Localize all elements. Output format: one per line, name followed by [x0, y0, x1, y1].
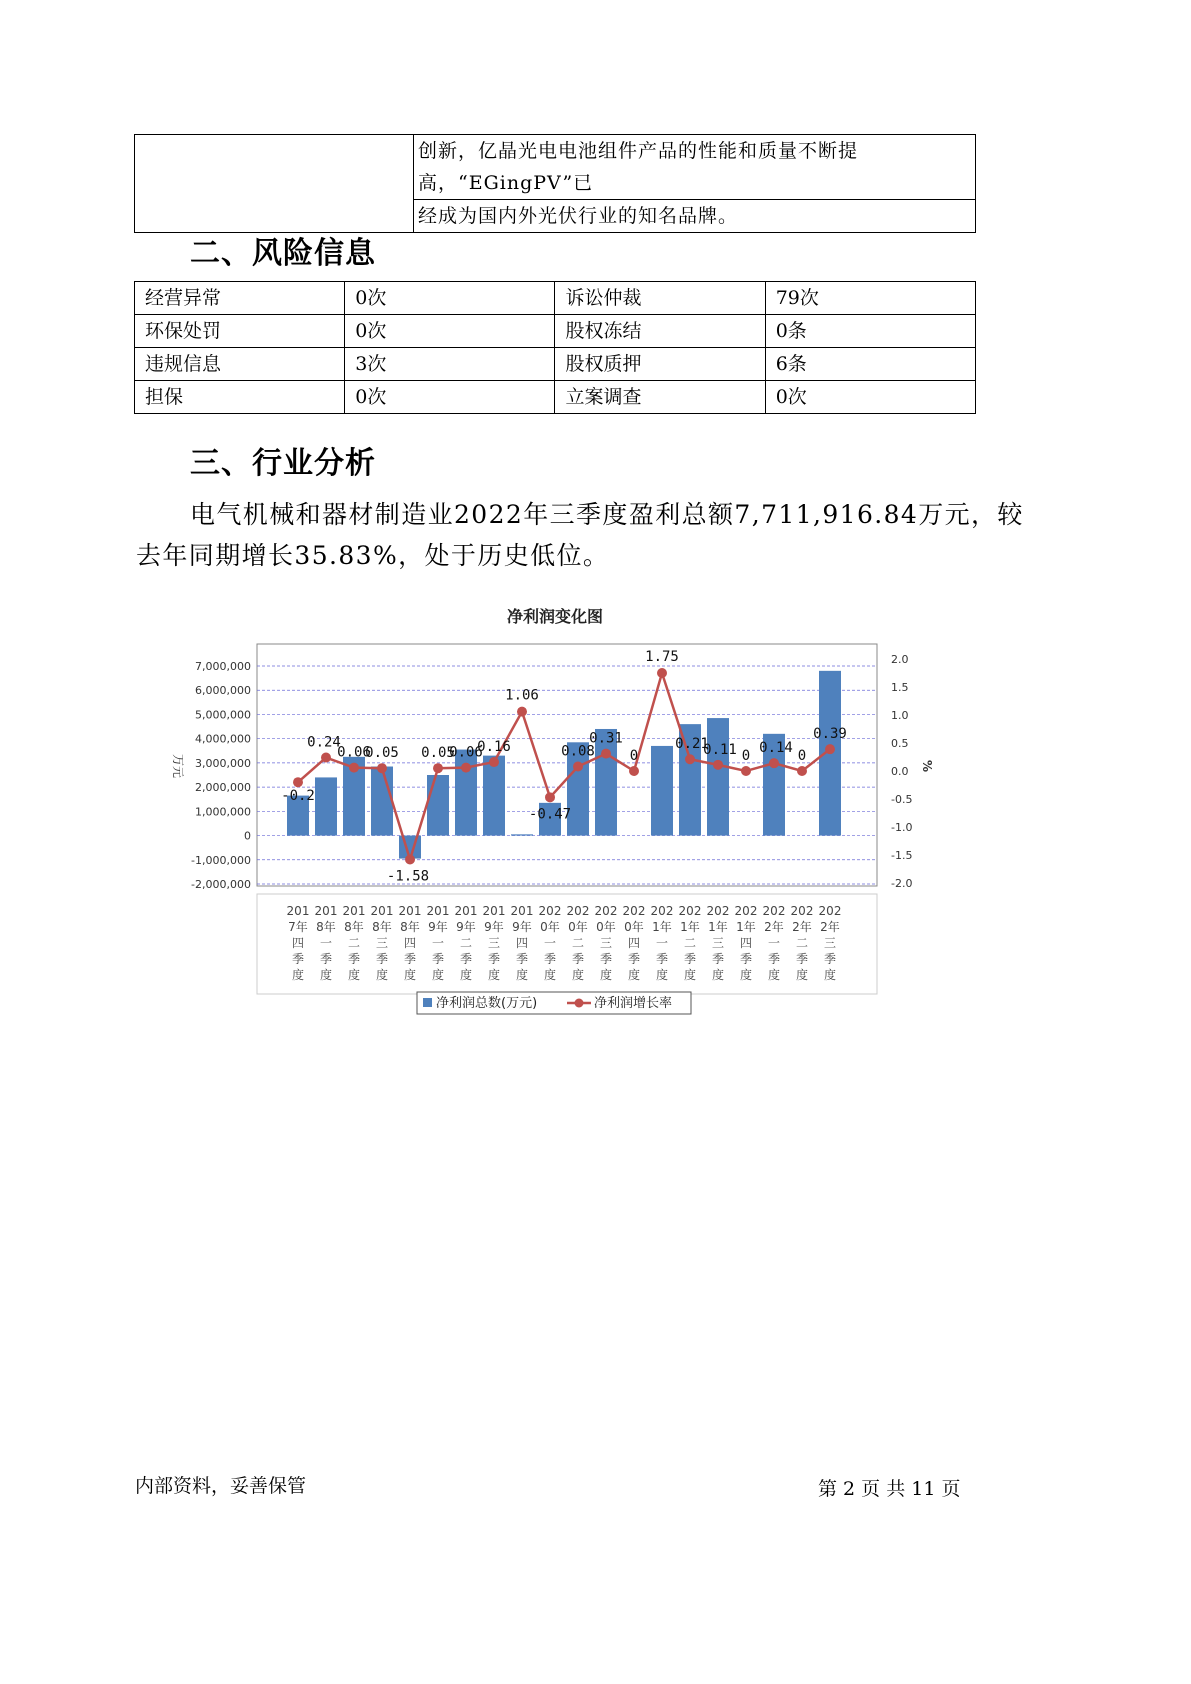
x-tick-label: 度	[711, 968, 725, 982]
growth-point	[685, 754, 695, 764]
x-tick-label: 二	[347, 936, 361, 950]
x-tick-label: 8年	[316, 920, 336, 934]
risk-value: 3次	[345, 348, 555, 381]
growth-point	[713, 760, 723, 770]
growth-point	[377, 763, 387, 773]
x-tick-label: 度	[767, 968, 781, 982]
x-tick-label: 201	[454, 904, 478, 918]
x-tick-label: 度	[823, 968, 837, 982]
x-tick-label: 季	[739, 952, 753, 966]
growth-data-label: 0.39	[813, 726, 847, 743]
y-tick-label: 1,000,000	[195, 805, 251, 819]
growth-point	[741, 766, 751, 776]
growth-data-label: 0.11	[703, 741, 737, 758]
growth-point	[769, 758, 779, 768]
x-tick-label: 度	[655, 968, 669, 982]
risk-value: 0次	[765, 381, 975, 414]
x-tick-label: 度	[515, 968, 529, 982]
growth-data-label: -0.47	[528, 806, 572, 823]
growth-data-label: 1.75	[645, 649, 679, 665]
x-tick-label: 9年	[428, 920, 448, 934]
x-tick-label: 201	[370, 904, 394, 918]
x-tick-label: 201	[314, 904, 338, 918]
risk-label: 担保	[135, 381, 345, 414]
x-tick-label: 三	[711, 936, 725, 950]
x-tick-label: 度	[403, 968, 417, 982]
x-tick-label: 202	[650, 904, 674, 918]
bar	[651, 746, 673, 836]
bar	[427, 775, 449, 836]
y2-tick-label: 0.0	[891, 765, 909, 778]
chart-title: 净利润变化图	[506, 607, 604, 626]
x-tick-label: 202	[762, 904, 786, 918]
x-tick-label: 7年	[288, 920, 308, 934]
growth-data-label: 0.24	[307, 734, 341, 751]
y-tick-label: 6,000,000	[195, 684, 251, 698]
x-tick-label: 四	[627, 936, 641, 950]
growth-data-label: 0	[741, 748, 751, 764]
growth-point	[797, 766, 807, 776]
x-tick-label: 0年	[596, 920, 616, 934]
risk-value: 6条	[765, 348, 975, 381]
growth-point	[517, 707, 527, 717]
x-tick-label: 季	[599, 952, 613, 966]
growth-data-label: 0.05	[421, 745, 455, 762]
bar	[707, 718, 729, 835]
x-tick-label: 度	[543, 968, 557, 982]
y2-tick-label: -1.5	[891, 849, 913, 862]
risk-label: 违规信息	[135, 348, 345, 381]
growth-point	[349, 763, 359, 773]
x-tick-label: 季	[823, 952, 837, 966]
x-tick-label: 2年	[792, 920, 812, 934]
x-tick-label: 季	[767, 952, 781, 966]
growth-data-label: 0.06	[337, 744, 371, 761]
x-tick-label: 9年	[456, 920, 476, 934]
risk-label: 立案调查	[555, 381, 765, 414]
risk-table	[134, 281, 976, 414]
x-tick-label: 1年	[708, 920, 728, 934]
y-tick-label: -2,000,000	[191, 878, 251, 891]
growth-point	[545, 792, 555, 802]
x-tick-label: 1年	[680, 920, 700, 934]
industry-heading: 三、行业分析	[190, 446, 376, 481]
y-tick-label: 5,000,000	[195, 708, 251, 722]
x-tick-label: 9年	[512, 920, 532, 934]
y-tick-label: 0	[244, 829, 251, 843]
y2-tick-label: -0.5	[891, 793, 913, 806]
risk-value: 0次	[345, 381, 555, 414]
x-tick-label: 度	[375, 968, 389, 982]
x-tick-label: 202	[538, 904, 562, 918]
x-tick-label: 1年	[736, 920, 756, 934]
intro-text-line1: 创新，亿晶光电电池组件产品的性能和质量不断提高，“EGingPV”已	[414, 135, 976, 200]
x-tick-label: 201	[286, 904, 310, 918]
x-tick-label: 季	[403, 952, 417, 966]
x-tick-label: 度	[599, 968, 613, 982]
x-tick-label: 8年	[344, 920, 364, 934]
x-tick-label: 季	[347, 952, 361, 966]
x-tick-label: 202	[706, 904, 730, 918]
x-tick-label: 0年	[568, 920, 588, 934]
x-tick-label: 度	[627, 968, 641, 982]
x-tick-label: 二	[795, 936, 809, 950]
growth-data-label: 0.21	[675, 736, 709, 753]
y2-axis-title: %	[920, 759, 934, 773]
bar	[455, 750, 477, 836]
x-tick-label: 201	[482, 904, 506, 918]
x-tick-label: 季	[459, 952, 473, 966]
x-tick-label: 8年	[372, 920, 392, 934]
growth-point	[657, 668, 667, 678]
industry-paragraph-line1: 电气机械和器材制造业2022年三季度盈利总额7,711,916.84万元，较	[190, 500, 1024, 529]
x-tick-label: 季	[711, 952, 725, 966]
growth-data-label: 0.16	[477, 739, 511, 756]
x-tick-label: 四	[515, 936, 529, 950]
growth-data-label: 0	[629, 748, 639, 764]
x-tick-label: 季	[319, 952, 333, 966]
x-tick-label: 季	[795, 952, 809, 966]
x-tick-label: 二	[683, 936, 697, 950]
risk-value: 79次	[765, 282, 975, 315]
y2-tick-label: -2.0	[891, 877, 913, 890]
x-tick-label: 201	[398, 904, 422, 918]
x-tick-label: 一	[767, 936, 781, 950]
x-tick-label: 2年	[820, 920, 840, 934]
risk-row	[135, 282, 976, 315]
footer-left: 内部资料，妥善保管	[135, 1475, 307, 1497]
x-tick-label: 9年	[484, 920, 504, 934]
x-tick-label: 季	[431, 952, 445, 966]
x-tick-label: 季	[515, 952, 529, 966]
growth-data-label: -0.2	[281, 788, 315, 805]
x-tick-label: 二	[459, 936, 473, 950]
growth-point	[433, 763, 443, 773]
x-tick-label: 度	[431, 968, 445, 982]
intro-text-line2: 经成为国内外光伏行业的知名品牌。	[414, 200, 976, 233]
x-tick-label: 三	[599, 936, 613, 950]
risk-label: 股权冻结	[555, 315, 765, 348]
bar	[483, 756, 505, 836]
growth-data-label: 0.05	[365, 745, 399, 762]
x-tick-label: 8年	[400, 920, 420, 934]
risk-row	[135, 348, 976, 381]
x-tick-label: 四	[291, 936, 305, 950]
risk-value: 0次	[345, 282, 555, 315]
y-axis-title: 万元	[171, 753, 185, 779]
footer-right: 第 2 页 共 11 页	[818, 1478, 961, 1500]
x-tick-label: 三	[823, 936, 837, 950]
x-tick-label: 一	[319, 936, 333, 950]
risk-row	[135, 381, 976, 414]
x-tick-label: 季	[627, 952, 641, 966]
growth-data-label: -1.58	[386, 868, 430, 885]
y2-tick-label: 1.5	[891, 681, 909, 694]
x-tick-label: 季	[543, 952, 557, 966]
x-tick-label: 度	[683, 968, 697, 982]
growth-point	[405, 854, 415, 864]
x-tick-label: 0年	[540, 920, 560, 934]
net-profit-chart	[150, 600, 950, 1030]
x-tick-label: 度	[795, 968, 809, 982]
y-tick-label: 3,000,000	[195, 756, 251, 770]
legend-line-label: 净利润增长率	[594, 996, 673, 1011]
x-tick-label: 度	[739, 968, 753, 982]
growth-data-label: 1.06	[505, 687, 539, 704]
growth-point	[293, 777, 303, 787]
x-tick-label: 度	[347, 968, 361, 982]
bar	[371, 767, 393, 836]
x-tick-label: 202	[818, 904, 842, 918]
x-tick-label: 202	[566, 904, 590, 918]
y-tick-label: 7,000,000	[195, 660, 251, 673]
x-tick-label: 季	[655, 952, 669, 966]
y2-tick-label: 0.5	[891, 737, 909, 750]
intro-left-cell	[135, 135, 414, 233]
growth-data-label: 0.31	[589, 730, 623, 747]
x-tick-label: 度	[571, 968, 585, 982]
x-tick-label: 0年	[624, 920, 644, 934]
x-tick-label: 1年	[652, 920, 672, 934]
x-tick-label: 二	[571, 936, 585, 950]
growth-point	[461, 763, 471, 773]
x-tick-label: 201	[342, 904, 366, 918]
growth-point	[825, 744, 835, 754]
bar	[315, 777, 337, 835]
growth-point	[573, 762, 583, 772]
x-tick-label: 季	[291, 952, 305, 966]
growth-point	[321, 753, 331, 763]
risk-value: 0条	[765, 315, 975, 348]
growth-point	[489, 757, 499, 767]
x-tick-label: 四	[739, 936, 753, 950]
x-tick-label: 201	[426, 904, 450, 918]
risk-label: 环保处罚	[135, 315, 345, 348]
legend-bar-swatch	[423, 998, 432, 1007]
intro-table	[134, 134, 976, 233]
x-tick-label: 度	[487, 968, 501, 982]
x-tick-label: 三	[487, 936, 501, 950]
bar	[511, 834, 533, 835]
risk-label: 股权质押	[555, 348, 765, 381]
x-tick-label: 202	[594, 904, 618, 918]
risk-label: 经营异常	[135, 282, 345, 315]
x-tick-label: 度	[319, 968, 333, 982]
x-tick-label: 度	[291, 968, 305, 982]
x-tick-label: 一	[543, 936, 557, 950]
x-tick-label: 季	[683, 952, 697, 966]
risk-heading: 二、风险信息	[190, 236, 376, 271]
x-tick-label: 季	[375, 952, 389, 966]
x-tick-label: 四	[403, 936, 417, 950]
x-tick-label: 一	[655, 936, 669, 950]
x-tick-label: 202	[678, 904, 702, 918]
growth-data-label: 0.06	[449, 744, 483, 761]
growth-point	[601, 749, 611, 759]
x-tick-label: 202	[790, 904, 814, 918]
x-tick-label: 201	[510, 904, 534, 918]
y2-tick-label: 2.0	[891, 653, 909, 666]
y-tick-label: -1,000,000	[191, 853, 251, 867]
x-tick-label: 季	[487, 952, 501, 966]
legend-line-marker	[575, 999, 584, 1008]
y2-tick-label: 1.0	[891, 709, 909, 722]
growth-data-label: 0.08	[561, 743, 595, 760]
x-tick-label: 202	[622, 904, 646, 918]
growth-point	[629, 766, 639, 776]
x-tick-label: 202	[734, 904, 758, 918]
risk-row	[135, 315, 976, 348]
risk-label: 诉讼仲裁	[555, 282, 765, 315]
y-tick-label: 4,000,000	[195, 732, 251, 746]
x-tick-label: 三	[375, 936, 389, 950]
industry-paragraph-line2: 去年同期增长35.83%，处于历史低位。	[136, 541, 610, 570]
x-tick-label: 季	[571, 952, 585, 966]
x-tick-label: 2年	[764, 920, 784, 934]
legend-bar-label: 净利润总数(万元)	[436, 996, 538, 1011]
risk-value: 0次	[345, 315, 555, 348]
growth-data-label: 0	[797, 748, 807, 764]
y2-tick-label: -1.0	[891, 821, 913, 834]
growth-data-label: 0.14	[759, 740, 793, 757]
x-tick-label: 一	[431, 936, 445, 950]
x-tick-label: 度	[459, 968, 473, 982]
y-tick-label: 2,000,000	[195, 781, 251, 795]
